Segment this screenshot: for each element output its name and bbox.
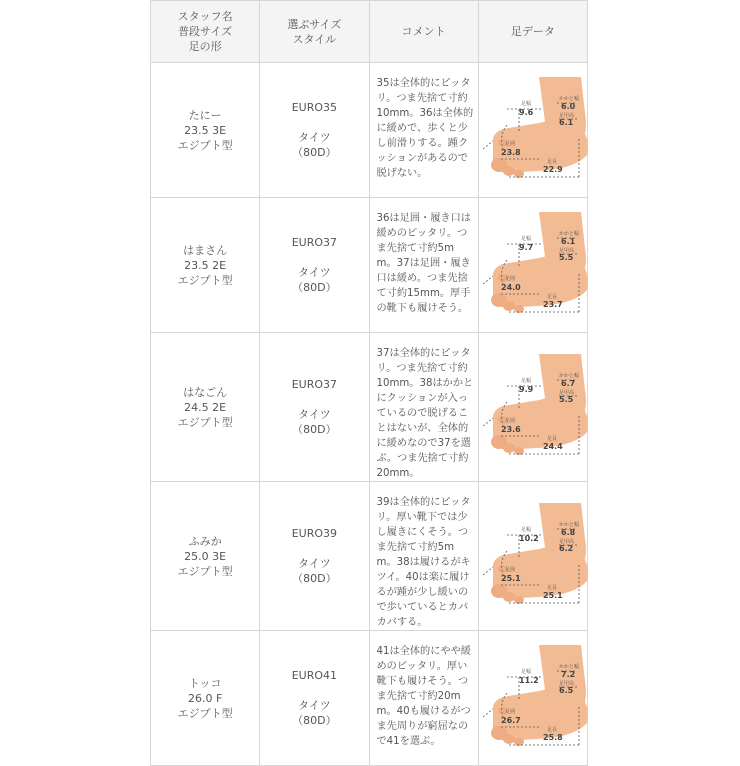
foot-diagram bbox=[479, 499, 603, 609]
toe bbox=[503, 734, 515, 744]
staff-name: たにー bbox=[188, 108, 222, 122]
length-value: 23.7 bbox=[542, 300, 563, 309]
header-staff-line: 普段サイズ bbox=[178, 25, 233, 38]
staff-cell bbox=[151, 482, 260, 631]
foot-shape: エジプト型 bbox=[177, 564, 233, 578]
table-row bbox=[151, 631, 588, 766]
staff-cell bbox=[151, 63, 260, 198]
foot-data-cell bbox=[478, 63, 587, 198]
toe bbox=[503, 166, 515, 176]
toe bbox=[503, 592, 515, 602]
chosen-size: EURO35 bbox=[291, 101, 338, 114]
style-name: タイツ bbox=[297, 266, 331, 279]
comment-text: 35は全体的にピッタリ。つま先捨て寸約10mm。36は全体的に緩めで、歩くと少し前滑りする。踵クッションがあるので脱げない。 bbox=[376, 78, 474, 179]
girth-value: 23.6 bbox=[500, 425, 521, 434]
heel-label: かかと幅 bbox=[558, 664, 579, 670]
comment-cell bbox=[369, 198, 478, 333]
table-row bbox=[151, 198, 588, 333]
instep-label: 足甲高 bbox=[558, 113, 574, 119]
heel-label: かかと幅 bbox=[558, 96, 579, 102]
foot-shape: エジプト型 bbox=[177, 415, 233, 429]
staff-cell bbox=[151, 631, 260, 766]
heel-value: 7.2 bbox=[560, 670, 575, 679]
foot-data-cell bbox=[478, 333, 587, 482]
staff-name: はまさん bbox=[183, 243, 228, 257]
width-label: 足幅 bbox=[520, 669, 531, 675]
girth-value: 23.8 bbox=[500, 148, 521, 157]
header-size-line: 選ぶサイズ bbox=[287, 17, 342, 31]
denier: （80D） bbox=[292, 146, 337, 159]
staff-cell bbox=[151, 333, 260, 482]
girth-value: 26.7 bbox=[500, 716, 521, 725]
foot-shape: エジプト型 bbox=[177, 273, 233, 287]
heel-label: かかと幅 bbox=[558, 522, 579, 528]
instep-label: 足甲高 bbox=[558, 539, 574, 545]
foot-data-cell bbox=[478, 198, 587, 333]
width-label: 足幅 bbox=[520, 236, 531, 242]
size-cell bbox=[260, 631, 369, 766]
length-label: 足長 bbox=[546, 294, 557, 300]
foot-shape: エジプト型 bbox=[177, 138, 233, 152]
chosen-size: EURO41 bbox=[291, 669, 338, 682]
header-staff-line: スタッフ名 bbox=[177, 10, 233, 23]
width-value: 9.7 bbox=[518, 243, 533, 252]
denier: （80D） bbox=[292, 714, 337, 727]
usual-size: 25.0 3E bbox=[184, 549, 227, 563]
denier: （80D） bbox=[292, 423, 337, 436]
comment-text: 36は足囲・履き口は緩めのピッタリ。つま先捨て寸約5mm。37は足囲・履き口は緩め。つま先捨て寸約15mm。厚手の靴下も履けそう。 bbox=[376, 213, 471, 314]
heel-label: かかと幅 bbox=[558, 373, 579, 379]
toe bbox=[503, 301, 515, 311]
style-name: タイツ bbox=[297, 699, 331, 712]
comment-text: 41は全体的にやや緩めのピッタリ。厚い靴下も履けそう。つま先捨て寸約20mm。40も履けるがつま先周りが窮屈なので41を選ぶ。 bbox=[376, 646, 471, 747]
size-comparison-table bbox=[150, 0, 588, 766]
instep-label: 足甲高 bbox=[558, 248, 574, 254]
length-label: 足長 bbox=[546, 727, 557, 733]
width-value: 10.2 bbox=[518, 534, 539, 543]
length-label: 足長 bbox=[546, 436, 557, 442]
width-value: 9.6 bbox=[518, 108, 533, 117]
size-cell bbox=[260, 63, 369, 198]
heel-value: 6.0 bbox=[560, 102, 575, 111]
length-value: 22.9 bbox=[542, 165, 563, 174]
denier: （80D） bbox=[292, 572, 337, 585]
chosen-size: EURO37 bbox=[291, 236, 338, 249]
staff-name: はなごん bbox=[183, 385, 228, 399]
usual-size: 26.0 F bbox=[187, 691, 223, 705]
foot-diagram bbox=[479, 208, 603, 318]
heel-value: 6.8 bbox=[560, 528, 575, 537]
instep-value: 6.2 bbox=[558, 544, 573, 553]
length-value: 24.4 bbox=[542, 442, 563, 451]
header-size bbox=[260, 1, 369, 63]
instep-label: 足甲高 bbox=[558, 681, 574, 687]
girth-label: 足囲 bbox=[504, 418, 515, 424]
size-cell bbox=[260, 482, 369, 631]
girth-label: 足囲 bbox=[504, 709, 515, 715]
header-staff-line: 足の形 bbox=[188, 40, 222, 53]
usual-size: 24.5 2E bbox=[184, 400, 227, 414]
usual-size: 23.5 2E bbox=[184, 258, 227, 272]
comment-cell bbox=[369, 63, 478, 198]
length-label: 足長 bbox=[546, 585, 557, 591]
style-name: タイツ bbox=[297, 131, 331, 144]
heel-value: 6.1 bbox=[560, 237, 575, 246]
girth-label: 足囲 bbox=[504, 567, 515, 573]
chosen-size: EURO39 bbox=[291, 527, 338, 540]
foot-shape: エジプト型 bbox=[177, 706, 233, 720]
table-row bbox=[151, 482, 588, 631]
toe bbox=[503, 443, 515, 453]
foot-data-cell bbox=[478, 482, 587, 631]
comment-text: 37は全体的にピッタリ。つま先捨て寸約10mm。38はかかとにクッションが入っているので脱げることはないが、全体的に緩めなので37を選ぶ。つま先捨て寸約20mm。 bbox=[376, 348, 474, 479]
girth-label: 足囲 bbox=[504, 276, 515, 282]
header-comment: コメント bbox=[369, 1, 478, 63]
foot-diagram bbox=[479, 73, 603, 183]
header-foot-data: 足データ bbox=[478, 1, 587, 63]
denier: （80D） bbox=[292, 281, 337, 294]
width-label: 足幅 bbox=[520, 378, 531, 384]
girth-label: 足囲 bbox=[504, 141, 515, 147]
girth-value: 24.0 bbox=[500, 283, 521, 292]
staff-name: ふみか bbox=[188, 534, 222, 548]
comment-text: 39は全体的にピッタリ。厚い靴下では少し履きにくそう。つま先捨て寸約5mm。38は履けるがキツイ。40は楽に履けるが踵が少し緩いので歩いているとカパカパする。 bbox=[376, 497, 471, 628]
girth-value: 25.1 bbox=[500, 574, 521, 583]
length-value: 25.8 bbox=[542, 733, 563, 742]
instep-value: 5.5 bbox=[558, 395, 573, 404]
width-value: 9.9 bbox=[518, 385, 533, 394]
chosen-size: EURO37 bbox=[291, 378, 338, 391]
size-cell bbox=[260, 333, 369, 482]
header-size-line: スタイル bbox=[292, 32, 337, 46]
comment-cell bbox=[369, 482, 478, 631]
style-name: タイツ bbox=[297, 557, 331, 570]
table-row bbox=[151, 333, 588, 482]
instep-label: 足甲高 bbox=[558, 390, 574, 396]
foot-data-cell bbox=[478, 631, 587, 766]
table-row bbox=[151, 63, 588, 198]
instep-value: 5.5 bbox=[558, 253, 573, 262]
length-label: 足長 bbox=[546, 159, 557, 165]
heel-label: かかと幅 bbox=[558, 231, 579, 237]
comment-cell bbox=[369, 631, 478, 766]
heel-value: 6.7 bbox=[560, 379, 575, 388]
instep-value: 6.5 bbox=[558, 686, 573, 695]
width-label: 足幅 bbox=[520, 101, 531, 107]
header-staff bbox=[151, 1, 260, 63]
size-cell bbox=[260, 198, 369, 333]
staff-name: トッコ bbox=[188, 676, 222, 690]
foot-diagram bbox=[479, 350, 603, 460]
table-header-row bbox=[151, 1, 588, 63]
comment-cell bbox=[369, 333, 478, 482]
style-name: タイツ bbox=[297, 408, 331, 421]
foot-diagram bbox=[479, 641, 603, 751]
staff-cell bbox=[151, 198, 260, 333]
width-value: 11.2 bbox=[518, 676, 539, 685]
instep-value: 6.1 bbox=[558, 118, 573, 127]
length-value: 25.1 bbox=[542, 591, 563, 600]
usual-size: 23.5 3E bbox=[184, 123, 227, 137]
width-label: 足幅 bbox=[520, 527, 531, 533]
